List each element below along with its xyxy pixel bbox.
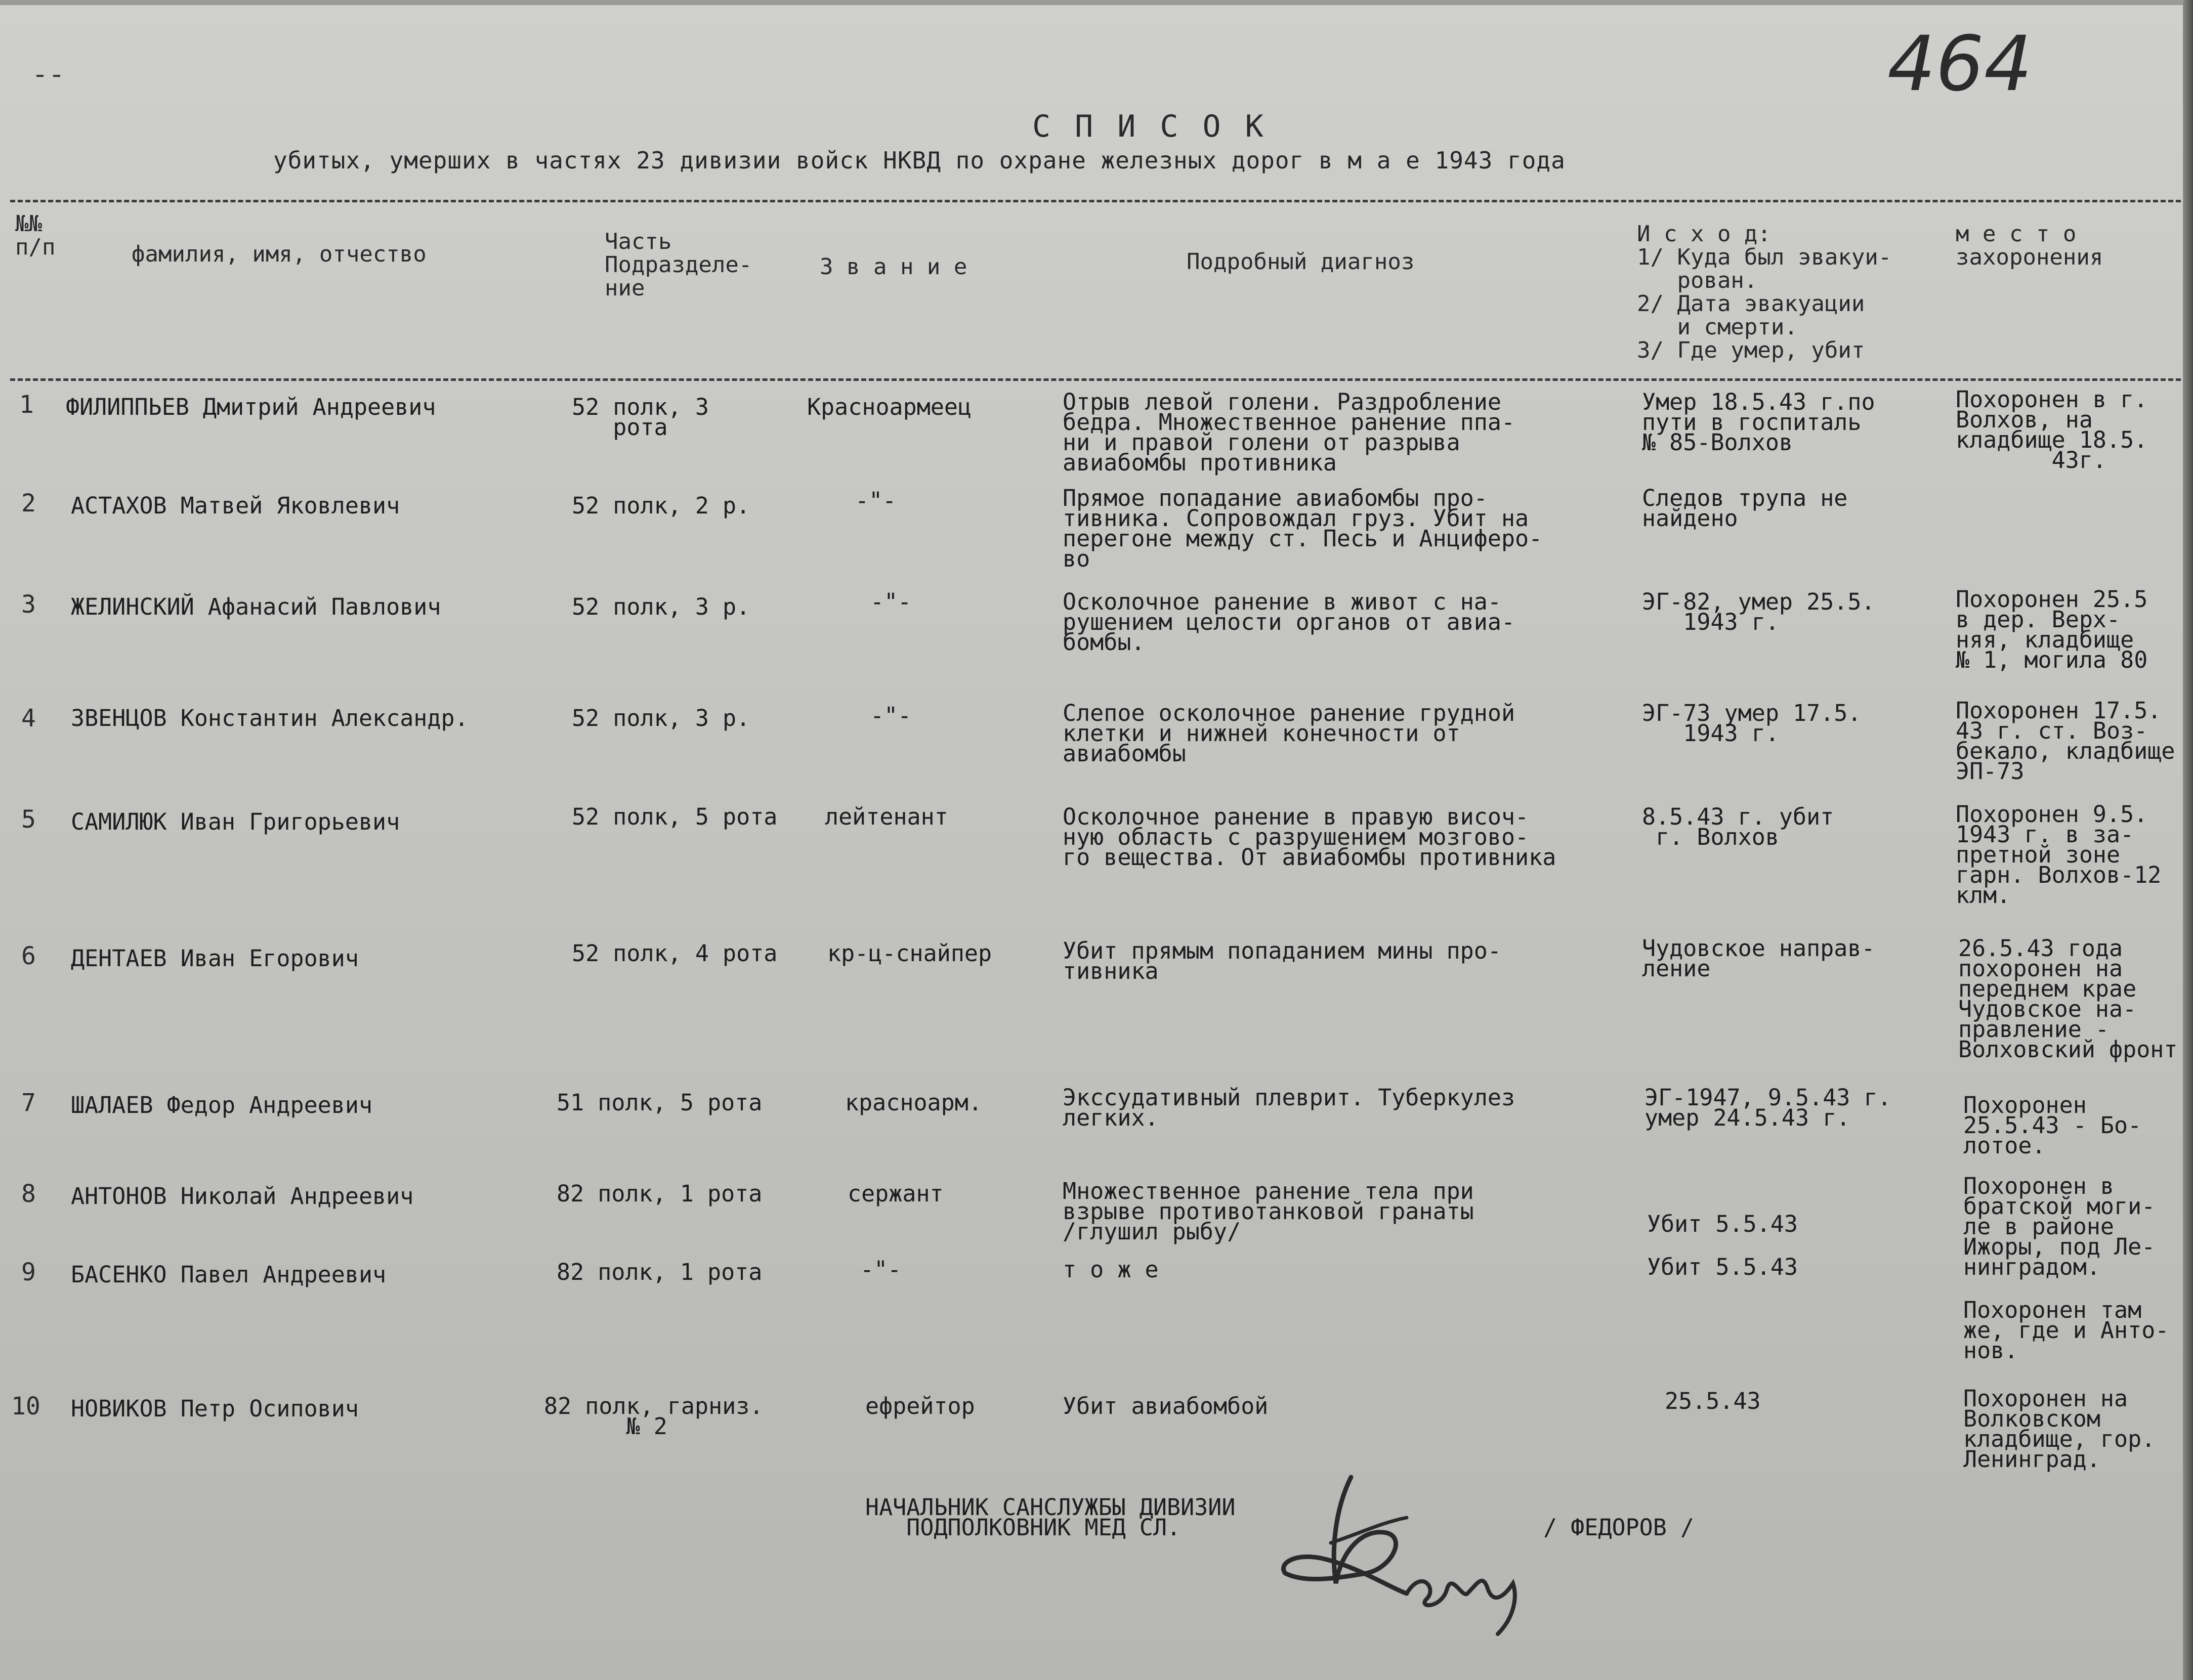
header-rank: З в а н и е bbox=[820, 254, 967, 280]
row-rank: -"- bbox=[870, 702, 912, 729]
row-number: 5 bbox=[21, 805, 36, 834]
header-name: фамилия, имя, отчество bbox=[132, 241, 427, 267]
paper-top-edge bbox=[0, 0, 2193, 5]
document-title: СПИСОК bbox=[1032, 109, 1288, 144]
signatory-name: / ФЕДОРОВ / bbox=[1543, 1514, 1695, 1541]
row-name: БАСЕНКО Павел Андреевич bbox=[71, 1261, 387, 1288]
row-rank: Красноармеец bbox=[807, 394, 972, 420]
margin-mark bbox=[36, 75, 44, 77]
row-outcome: ЭГ-82, умер 25.5. 1943 г. bbox=[1642, 588, 1875, 635]
row-rank: красноарм. bbox=[845, 1089, 982, 1116]
row-rank: -"- bbox=[860, 1256, 902, 1283]
row-name: ЗВЕНЦОВ Константин Александр. bbox=[71, 705, 469, 731]
row-unit: 52 полк, 5 рота bbox=[572, 803, 778, 830]
row-rank: ефрейтор bbox=[865, 1393, 975, 1419]
row-number: 4 bbox=[21, 704, 36, 733]
row-burial: Похоронен там же, где и Анто- нов. bbox=[1963, 1297, 2169, 1364]
row-number: 3 bbox=[21, 590, 36, 619]
row-number: 1 bbox=[19, 391, 34, 419]
row-outcome: Убит 5.5.43 bbox=[1647, 1254, 1798, 1280]
row-diagnosis: т о ж е bbox=[1063, 1256, 1159, 1283]
page-number: 464 bbox=[1887, 20, 2033, 108]
row-rank: -"- bbox=[870, 588, 912, 615]
paper-right-edge bbox=[2183, 0, 2193, 1680]
row-name: ШАЛАЕВ Федор Андреевич bbox=[71, 1092, 373, 1118]
header-bottom-rule bbox=[10, 378, 2181, 381]
row-name: ДЕНТАЕВ Иван Егорович bbox=[71, 945, 359, 972]
row-rank: кр-ц-снайпер bbox=[827, 940, 992, 967]
row-outcome: 8.5.43 г. убит г. Волхов bbox=[1642, 803, 1834, 850]
row-outcome: Убит 5.5.43 bbox=[1647, 1211, 1798, 1237]
row-diagnosis: Осколочное ранение в правую височ- ную область с разрушением мозгово- го вещества. От авиабомбы противника bbox=[1063, 803, 1556, 871]
document-subtitle: убитых, умерших в частях 23 дивизии войск НКВД по охране железных дорог в м а е 1943 года bbox=[273, 147, 1566, 174]
row-unit: 52 полк, 3 р. bbox=[572, 593, 750, 620]
row-outcome: Чудовское направ- ление bbox=[1642, 935, 1875, 982]
row-name: ФИЛИППЬЕВ Дмитрий Андреевич bbox=[66, 394, 436, 420]
row-diagnosis: Убит прямым попаданием мины про- тивника bbox=[1063, 937, 1501, 984]
row-number: 7 bbox=[21, 1089, 36, 1117]
signatory-position: НАЧАЛЬНИК САНСЛУЖБЫ ДИВИЗИИ ПОДПОЛКОВНИК МЕД СЛ. bbox=[865, 1494, 1236, 1541]
header-diagnosis: Подробный диагноз bbox=[1187, 249, 1415, 275]
row-outcome: Следов трупа не найдено bbox=[1642, 485, 1848, 532]
row-diagnosis: Множественное ранение тела при взрыве противотанковой гранаты /глушил рыбу/ bbox=[1063, 1178, 1474, 1245]
row-number: 10 bbox=[11, 1392, 40, 1420]
row-burial: Похоронен в братской моги- ле в районе Ижоры, под Ле- нинградом. bbox=[1963, 1173, 2156, 1280]
row-rank: сержант bbox=[848, 1180, 944, 1207]
header-number: №№ п/п bbox=[15, 211, 56, 260]
row-outcome: ЭГ-1947, 9.5.43 г. умер 24.5.43 г. bbox=[1644, 1084, 1891, 1131]
row-unit: 52 полк, 2 р. bbox=[572, 492, 750, 519]
row-burial: Похоронен 9.5. 1943 г. в за- претной зоне гарн. Волхов-12 клм. bbox=[1956, 801, 2162, 909]
row-unit: 52 полк, 3 рота bbox=[572, 394, 709, 441]
row-diagnosis: Отрыв левой голени. Раздробление бедра. Множественное ранение ппа- ни и правой голени от разрыва авиабомбы противника bbox=[1063, 389, 1515, 476]
row-diagnosis: Слепое осколочное ранение грудной клетки и нижней конечности от авиабомбы bbox=[1063, 700, 1515, 767]
row-burial: Похоронен 25.5.43 - Бо- лотое. bbox=[1963, 1092, 2142, 1159]
row-unit: 82 полк, гарниз. № 2 bbox=[544, 1393, 764, 1440]
row-diagnosis: Осколочное ранение в живот с на- рушением целости органов от авиа- бомбы. bbox=[1063, 588, 1515, 656]
row-burial: Похоронен 17.5. 43 г. ст. Воз- бекало, кладбище ЭП-73 bbox=[1956, 697, 2175, 785]
row-outcome: ЭГ-73 умер 17.5. 1943 г. bbox=[1642, 700, 1862, 747]
row-outcome: Умер 18.5.43 г.по пути в госпиталь № 85-Волхов bbox=[1642, 389, 1875, 456]
row-burial: Похоронен в г. Волхов, на кладбище 18.5. 43г. bbox=[1956, 386, 2148, 473]
row-unit: 52 полк, 3 р. bbox=[572, 705, 750, 731]
row-diagnosis: Экссудативный плеврит. Туберкулез легких. bbox=[1063, 1084, 1515, 1131]
row-burial: Похоронен на Волковском кладбище, гор. Ленинград. bbox=[1963, 1385, 2156, 1473]
header-burial: м е с т о захоронения bbox=[1956, 221, 2103, 270]
row-unit: 82 полк, 1 рота bbox=[557, 1180, 763, 1207]
row-diagnosis: Убит авиабомбой bbox=[1063, 1393, 1269, 1419]
row-name: ЖЕЛИНСКИЙ Афанасий Павлович bbox=[71, 593, 441, 620]
row-number: 9 bbox=[21, 1258, 36, 1286]
row-burial: Похоронен 25.5 в дер. Верх- няя, кладбище № 1, могила 80 bbox=[1956, 586, 2148, 673]
row-burial: 26.5.43 года похоронен на переднем крае Чудовское на- правление - Волховский фронт bbox=[1958, 935, 2178, 1063]
row-number: 2 bbox=[21, 489, 36, 518]
row-name: НОВИКОВ Петр Осипович bbox=[71, 1395, 359, 1422]
row-name: АНТОНОВ Николай Андреевич bbox=[71, 1183, 414, 1210]
header-outcome: И с х о д: 1/ Куда был эвакуи- рован. 2/ Дата эвакуации и смерти. 3/ Где умер, убит bbox=[1637, 221, 1892, 363]
row-rank: лейтенант bbox=[825, 803, 948, 830]
row-unit: 82 полк, 1 рота bbox=[557, 1259, 763, 1285]
row-unit: 51 полк, 5 рота bbox=[557, 1089, 763, 1116]
row-name: АСТАХОВ Матвей Яковлевич bbox=[71, 492, 400, 519]
row-number: 6 bbox=[21, 942, 36, 970]
row-outcome: 25.5.43 bbox=[1665, 1388, 1761, 1414]
header-unit: Часть Подразделе- ние bbox=[605, 229, 752, 301]
handwritten-signature bbox=[1275, 1467, 1538, 1639]
row-name: САМИЛЮК Иван Григорьевич bbox=[71, 808, 400, 835]
row-diagnosis: Прямое попадание авиабомбы про- тивника. Сопровождал груз. Убит на перегоне между ст. Песь и Анциферо- во bbox=[1063, 485, 1543, 572]
row-rank: -"- bbox=[855, 487, 897, 514]
margin-mark bbox=[53, 75, 60, 77]
row-unit: 52 полк, 4 рота bbox=[572, 940, 778, 967]
header-top-rule bbox=[10, 200, 2181, 202]
row-number: 8 bbox=[21, 1180, 36, 1208]
